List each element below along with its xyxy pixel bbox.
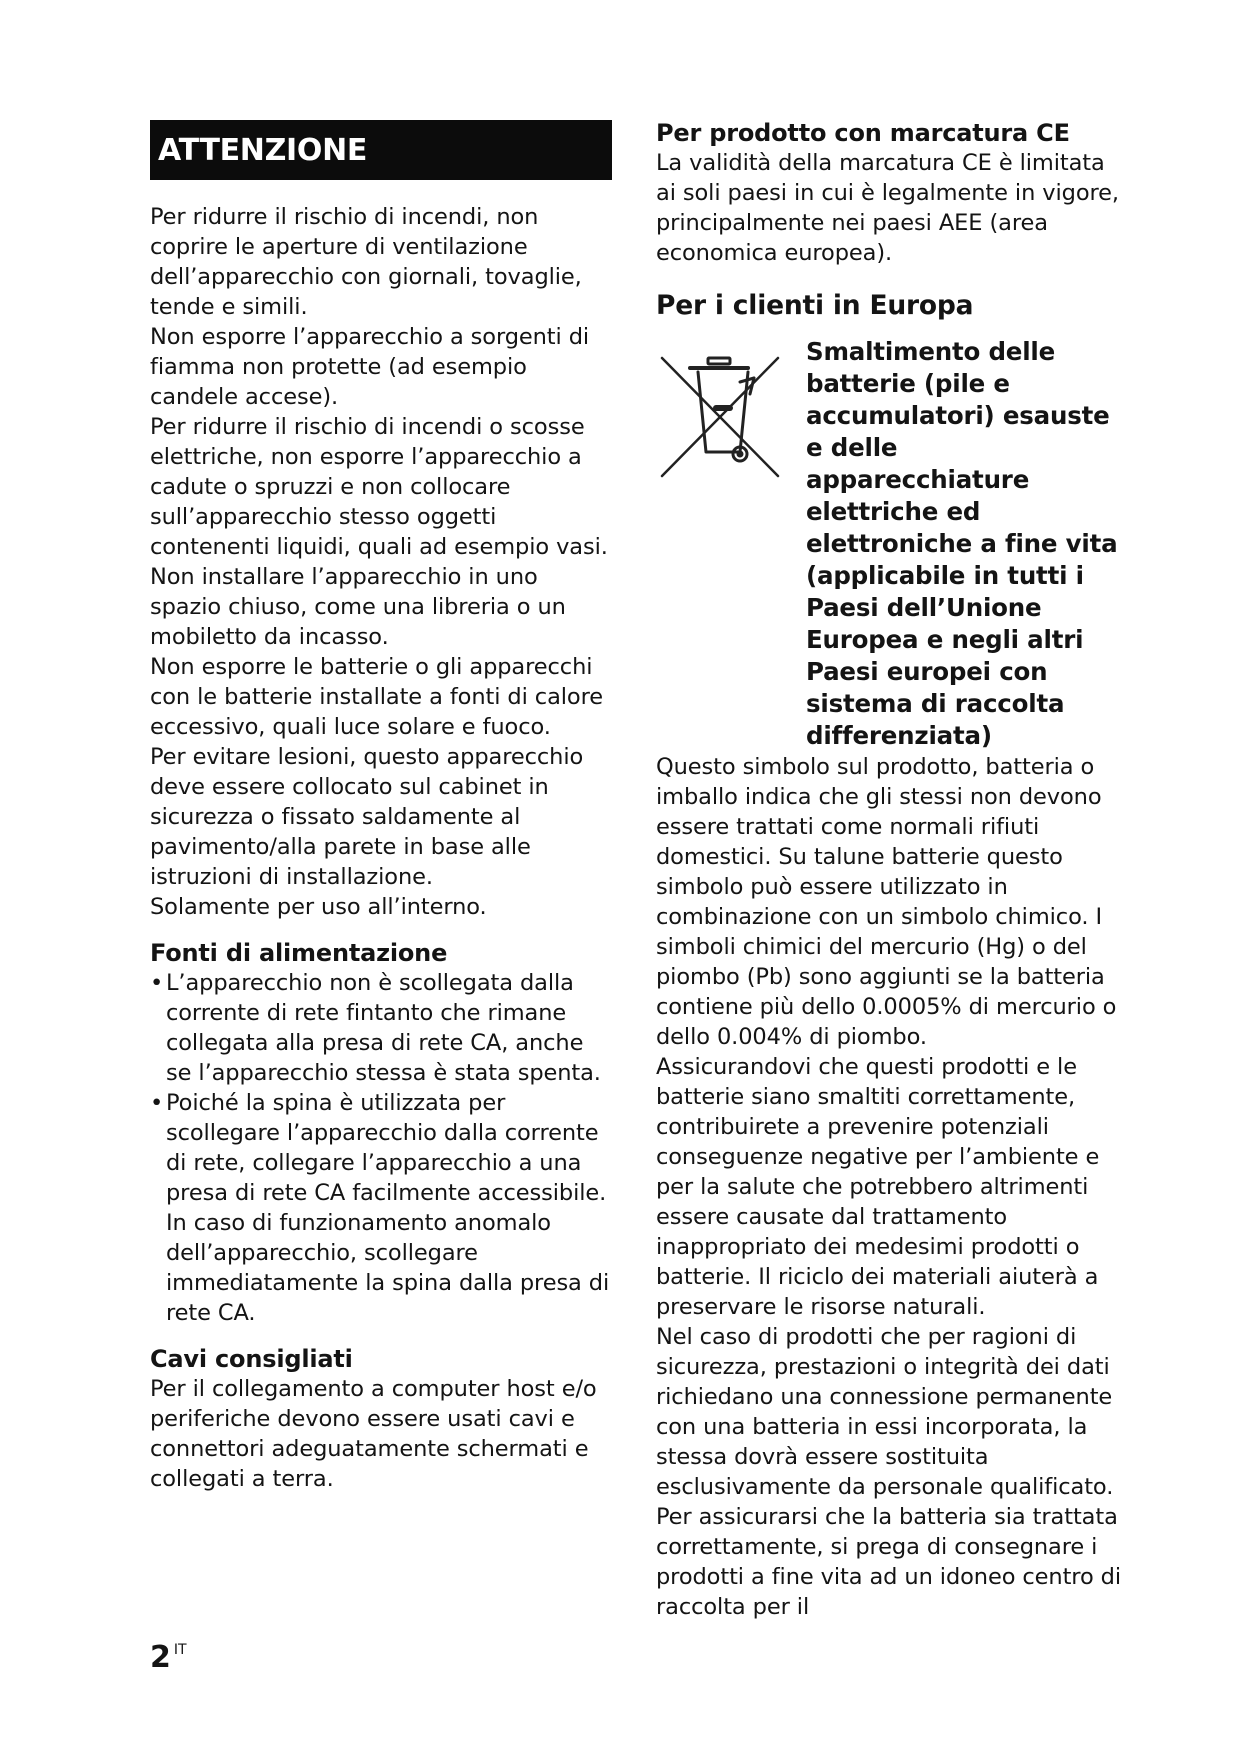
ce-paragraph: La validità della marcatura CE è limitata ai soli paesi in cui è legalmente in vigore, principalmente nei paesi AEE (area economica europea). (656, 150, 1119, 266)
weee-block (656, 336, 1126, 752)
page-number (150, 1640, 187, 1675)
intro-paragraph: Per ridurre il rischio di incendi, non coprire le aperture di ventilazione dell’apparecchio con giornali, tovaglie, tende e simili. (150, 204, 582, 320)
intro-paragraph: Solamente per uso all’interno. (150, 894, 487, 920)
ce-marking-heading: Per prodotto con marcatura CE (656, 119, 1070, 147)
weee-paragraph: Assicurandovi che questi prodotti e le batterie siano smaltiti correttamente, contribuirete a prevenire potenziali conseguenze negative per l’ambiente e per la salute che potrebbero altrimenti essere causate dal trattamento inappropriato dei medesimi prodotti o batterie. Il riciclo dei materiali aiuterà a preservare le risorse naturali. (656, 1054, 1100, 1320)
list-item-text: L’apparecchio non è scollegata dalla corrente di rete fintanto che rimane collegata alla presa di rete CA, anche se l’apparecchio stessa è stata spenta. (166, 970, 601, 1086)
weee-paragraph: Nel caso di prodotti che per ragioni di sicurezza, prestazioni o integrità dei dati richiedano una connessione permanente con una batteria in essi incorporata, la stessa dovrà essere sostituita esclusivamente da personale qualificato. Per assicurarsi che la batteria sia trattata correttamente, si prega di consegnare i prodotti a fine vita ad un idoneo centro di raccolta per il (656, 1324, 1122, 1620)
right-column (656, 118, 1126, 1622)
weee-heading: Smaltimento delle batterie (pile e accumulatori) esauste e delle apparecchiature elettriche ed elettroniche a fine vita (applicabile in tutti i Paesi dell’Unione Europea e negli altri Paesi europei con sistema di raccolta differenziata) (806, 337, 1118, 750)
power-sources-list (150, 968, 612, 1328)
bullet-icon: • (150, 1090, 164, 1116)
warning-banner: ATTENZIONE (150, 120, 612, 180)
list-item (150, 968, 612, 1088)
intro-paragraph: Non esporre l’apparecchio a sorgenti di fiamma non protette (ad esempio candele accese). (150, 324, 590, 410)
intro-paragraph: Per evitare lesioni, questo apparecchio deve essere collocato sul cabinet in sicurezza o fissato saldamente al pavimento/alla parete in base alle istruzioni di installazione. (150, 744, 584, 890)
crossed-out-wheelie-bin-icon (656, 336, 806, 752)
language-code: IT (173, 1642, 187, 1658)
cables-paragraph: Per il collegamento a computer host e/o periferiche devono essere usati cavi e connettori adeguatamente schermati e collegati a terra. (150, 1376, 597, 1492)
page-number-value: 2 (150, 1640, 171, 1675)
left-column (150, 120, 612, 1494)
list-item (150, 1088, 612, 1328)
intro-paragraph: Non esporre le batterie o gli apparecchi con le batterie installate a fonti di calore eccessivo, quali luce solare e fuoco. (150, 654, 603, 740)
intro-paragraph: Non installare l’apparecchio in uno spazio chiuso, come una libreria o un mobiletto da incasso. (150, 564, 566, 650)
europe-customers-heading: Per i clienti in Europa (656, 290, 974, 321)
recommended-cables-heading: Cavi consigliati (150, 1345, 353, 1373)
intro-paragraph: Per ridurre il rischio di incendi o scosse elettriche, non esporre l’apparecchio a cadute o spruzzi e non collocare sull’apparecchio stesso oggetti contenenti liquidi, quali ad esempio vasi. (150, 414, 608, 560)
power-sources-heading: Fonti di alimentazione (150, 939, 448, 967)
bullet-icon: • (150, 970, 164, 996)
list-item-text: Poiché la spina è utilizzata per scollegare l’apparecchio dalla corrente di rete, collegare l’apparecchio a una presa di rete CA facilmente accessibile. In caso di funzionamento anomalo dell’apparecchio, scollegare immediatamente la spina dalla presa di rete CA. (166, 1090, 610, 1326)
weee-paragraph: Questo simbolo sul prodotto, batteria o imballo indica che gli stessi non devono essere trattati come normali rifiuti domestici. Su talune batterie questo simbolo può essere utilizzato in combinazione con un simbolo chimico. I simboli chimici del mercurio (Hg) o del piombo (Pb) sono aggiunti se la batteria contiene più dello 0.0005% di mercurio o dello 0.004% di piombo. (656, 754, 1117, 1050)
